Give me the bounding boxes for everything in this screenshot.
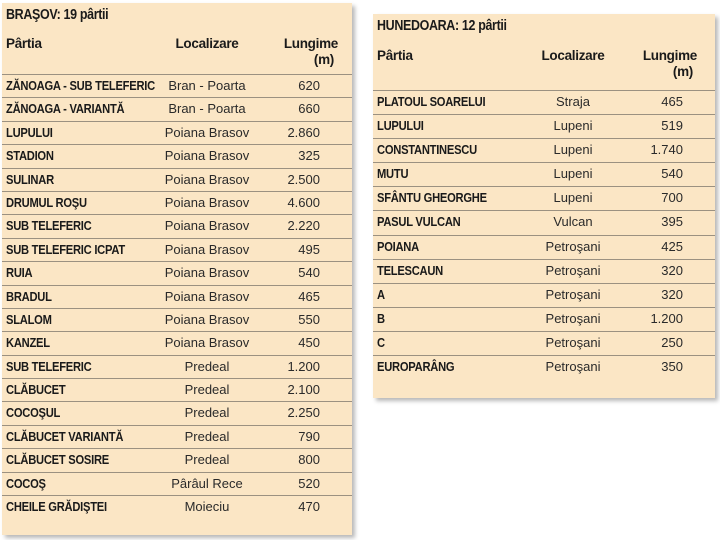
slope-name: POIANA xyxy=(377,238,419,254)
slope-length: 2.100 xyxy=(287,382,320,398)
table-row xyxy=(2,331,352,354)
table-row xyxy=(2,285,352,308)
slope-length: 2.500 xyxy=(287,171,320,187)
table-row xyxy=(2,355,352,378)
slope-location: Predeal xyxy=(184,358,230,374)
slope-length: 1.200 xyxy=(287,358,320,374)
slope-name: RUIA xyxy=(6,265,33,281)
slope-length: 2.220 xyxy=(287,218,320,234)
slope-location: Predeal xyxy=(184,405,230,421)
slope-location: Petroşani xyxy=(545,262,601,278)
table-row xyxy=(373,235,715,259)
slope-name: SUB TELEFERIC xyxy=(6,218,92,234)
table-row xyxy=(2,191,352,214)
slope-length: 540 xyxy=(661,166,683,182)
slope-length: 2.250 xyxy=(287,405,320,421)
slope-location: Lupeni xyxy=(553,190,593,206)
table-row xyxy=(2,144,352,167)
slope-location: Predeal xyxy=(184,452,230,468)
slope-location: Predeal xyxy=(184,382,230,398)
brasov-title: BRAŞOV: 19 pârtii xyxy=(6,7,109,23)
brasov-rows xyxy=(2,74,352,518)
slope-location: Poiana Brasov xyxy=(164,311,250,327)
slope-length: 465 xyxy=(298,288,320,304)
slope-length: 2.860 xyxy=(287,124,320,140)
header-location: Localizare xyxy=(541,48,605,63)
table-row xyxy=(2,495,352,518)
slope-location: Petroşani xyxy=(545,334,601,350)
slope-length: 495 xyxy=(298,241,320,257)
slope-name: PASUL VULCAN xyxy=(377,214,461,230)
slope-length: 1.200 xyxy=(650,310,683,326)
slope-location: Lupeni xyxy=(553,142,593,158)
slope-name: SLALOM xyxy=(6,311,52,327)
table-row xyxy=(2,472,352,495)
table-row xyxy=(2,74,352,97)
slope-name: B xyxy=(377,310,385,326)
table-row xyxy=(2,97,352,120)
table-row xyxy=(2,448,352,471)
header-slope: Pârtia xyxy=(377,48,413,63)
slope-name: CHEILE GRĂDIŞTEI xyxy=(6,499,107,515)
slope-location: Vulcan xyxy=(553,214,593,230)
slope-name: TELESCAUN xyxy=(377,262,444,278)
table-row xyxy=(373,162,715,186)
table-row xyxy=(373,355,715,379)
slope-name: BRADUL xyxy=(6,288,52,304)
slope-length: 250 xyxy=(661,334,683,350)
slope-length: 320 xyxy=(661,262,683,278)
header-length-label: Lungime xyxy=(283,36,338,51)
table-row xyxy=(2,261,352,284)
slope-name: COCOŞUL xyxy=(6,405,61,421)
slope-length: 1.740 xyxy=(650,142,683,158)
slope-name: LUPULUI xyxy=(377,118,424,134)
slope-location: Poiana Brasov xyxy=(164,148,250,164)
slope-length: 520 xyxy=(298,475,320,491)
table-row xyxy=(2,168,352,191)
slope-name: ZĂNOAGA - VARIANTĂ xyxy=(6,101,125,117)
slope-location: Lupeni xyxy=(553,118,593,134)
header-length-label: Lungime xyxy=(642,48,697,63)
hunedoara-rows xyxy=(373,90,715,379)
table-row xyxy=(373,331,715,355)
slope-location: Bran - Poarta xyxy=(168,101,246,117)
slope-name: SFÂNTU GHEORGHE xyxy=(377,190,487,206)
slope-location: Poiana Brasov xyxy=(164,335,250,351)
slope-length: 450 xyxy=(298,335,320,351)
slope-length: 320 xyxy=(661,286,683,302)
header-length-unit: (m) xyxy=(313,52,334,67)
table-row xyxy=(373,307,715,331)
table-row xyxy=(373,90,715,114)
table-row xyxy=(2,401,352,424)
slope-length: 425 xyxy=(661,238,683,254)
slope-location: Petroşani xyxy=(545,286,601,302)
slope-name: SULINAR xyxy=(6,171,54,187)
slope-length: 395 xyxy=(661,214,683,230)
table-row xyxy=(2,238,352,261)
slope-name: CLĂBUCET VARIANTĂ xyxy=(6,428,124,444)
slope-location: Bran - Poarta xyxy=(168,78,246,93)
slope-name: C xyxy=(377,334,385,350)
slope-length: 519 xyxy=(661,118,683,134)
slope-location: Poiana Brasov xyxy=(164,218,250,234)
slope-length: 800 xyxy=(298,452,320,468)
slope-location: Petroşani xyxy=(545,238,601,254)
table-row xyxy=(2,121,352,144)
slope-location: Pârâul Rece xyxy=(171,475,243,491)
slope-location: Moieciu xyxy=(184,499,230,515)
table-row xyxy=(373,259,715,283)
slope-name: KANZEL xyxy=(6,335,50,351)
header-length-unit: (m) xyxy=(672,64,693,79)
slope-name: MUTU xyxy=(377,166,409,182)
slope-name: LUPULUI xyxy=(6,124,53,140)
slope-length: 700 xyxy=(661,190,683,206)
slope-location: Poiana Brasov xyxy=(164,194,250,210)
slope-name: SUB TELEFERIC ICPAT xyxy=(6,241,125,257)
slope-location: Lupeni xyxy=(553,166,593,182)
slope-length: 790 xyxy=(298,428,320,444)
slope-location: Poiana Brasov xyxy=(164,265,250,281)
slope-length: 660 xyxy=(298,101,320,117)
table-row xyxy=(373,186,715,210)
header-location: Localizare xyxy=(175,36,239,51)
slope-name: STADION xyxy=(6,148,54,164)
slope-length: 470 xyxy=(298,499,320,515)
table-row xyxy=(373,210,715,234)
table-row xyxy=(2,378,352,401)
slope-location: Poiana Brasov xyxy=(164,124,250,140)
slope-name: PLATOUL SOARELUI xyxy=(377,94,486,109)
slope-name: SUB TELEFERIC xyxy=(6,358,92,374)
hunedoara-title: HUNEDOARA: 12 pârtii xyxy=(377,18,507,34)
slope-name: CLĂBUCET xyxy=(6,382,66,398)
slope-location: Straja xyxy=(556,94,590,109)
slope-length: 325 xyxy=(298,148,320,164)
header-slope: Pârtia xyxy=(6,36,42,51)
slope-location: Predeal xyxy=(184,428,230,444)
slope-name: A xyxy=(377,286,385,302)
slope-location: Poiana Brasov xyxy=(164,241,250,257)
header-length xyxy=(268,36,338,68)
slope-length: 4.600 xyxy=(287,194,320,210)
slope-name: EUROPARÂNG xyxy=(377,359,455,375)
header-length xyxy=(627,48,697,80)
slope-length: 620 xyxy=(298,78,320,93)
slope-location: Petroşani xyxy=(545,359,601,375)
slope-location: Poiana Brasov xyxy=(164,171,250,187)
slope-name: CLĂBUCET SOSIRE xyxy=(6,452,109,468)
slope-location: Petroşani xyxy=(545,310,601,326)
slope-length: 550 xyxy=(298,311,320,327)
table-row xyxy=(2,214,352,237)
hunedoara-slopes-table xyxy=(373,14,715,398)
table-row xyxy=(2,308,352,331)
slope-length: 465 xyxy=(661,94,683,109)
table-row xyxy=(373,283,715,307)
slope-name: DRUMUL ROŞU xyxy=(6,194,87,210)
slope-length: 540 xyxy=(298,265,320,281)
brasov-slopes-table xyxy=(2,3,352,535)
slope-name: CONSTANTINESCU xyxy=(377,142,477,158)
slope-length: 350 xyxy=(661,359,683,375)
table-row xyxy=(2,425,352,448)
slope-location: Poiana Brasov xyxy=(164,288,250,304)
slope-name: COCOŞ xyxy=(6,475,46,491)
slope-name: ZĂNOAGA - SUB TELEFERIC xyxy=(6,78,155,93)
table-row xyxy=(373,114,715,138)
table-row xyxy=(373,138,715,162)
